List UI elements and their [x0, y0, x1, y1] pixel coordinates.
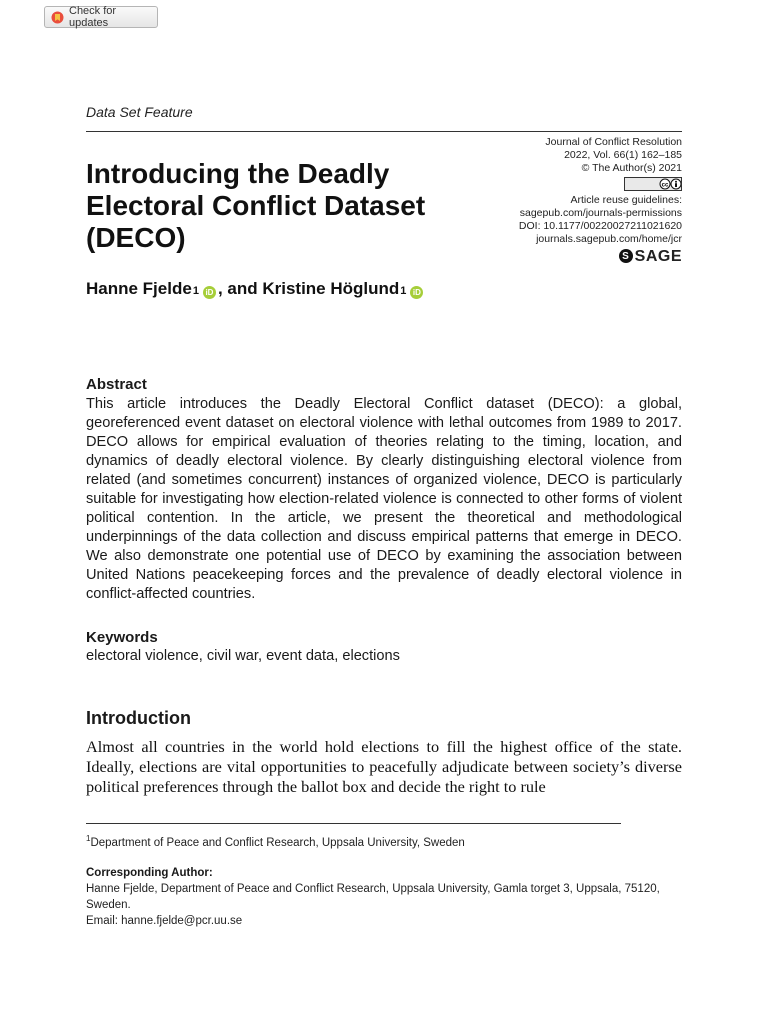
abstract-text: This article introduces the Deadly Electoral Conflict dataset (DECO): a global, georeferenced event dataset on electoral violence with lethal outcomes from 1989 to 2017. DECO allows for empirical evaluation of theories relating to the timing, location, and dynamics of deadly electoral violence. By clearly distinguishing electoral violence from related (and sometimes concurrent) instances of organized violence, DECO is particularly suitable for investigating how election-related violence is connected to other forms of violent political contention. In the article, we present the theoretical and methodological underpinnings of the data collection and discuss empirical patterns that emerge in DECO. We also demonstrate one potential use of DECO by examining the association between United Nations peacekeeping forces and the prevalence of deadly electoral violence in conflict-affected countries.: [86, 396, 682, 602]
authors: [86, 279, 425, 299]
section-label: Data Set Feature: [86, 104, 193, 120]
author-separator: , and: [217, 279, 263, 298]
abstract-heading: Abstract: [86, 376, 147, 393]
copyright: © The Author(s) 2021: [581, 162, 682, 174]
cc-icon: [659, 178, 681, 190]
sage-logo: S SAGE: [619, 249, 682, 263]
corresponding-address: Hanne Fjelde, Department of Peace and Conflict Research, Uppsala University, Gamla torget 3, Uppsala, 75120, Sweden.: [86, 883, 660, 911]
article-title: Introducing the Deadly Electoral Conflict Dataset (DECO): [86, 158, 426, 253]
author-2[interactable]: Kristine Höglund: [262, 279, 400, 298]
footnote-text: Department of Peace and Conflict Research, Uppsala University, Sweden: [90, 836, 465, 849]
journal-name: Journal of Conflict Resolution: [545, 136, 682, 148]
cc-by-icon[interactable]: [624, 177, 682, 191]
orcid-icon[interactable]: iD: [410, 286, 423, 299]
affiliation-footnote: [86, 834, 465, 849]
journal-volume: 2022, Vol. 66(1) 162–185: [564, 149, 682, 161]
keywords-heading: Keywords: [86, 629, 158, 646]
keywords-text: electoral violence, civil war, event data, elections: [86, 648, 400, 664]
journal-homepage[interactable]: journals.sagepub.com/home/jcr: [536, 233, 682, 245]
sage-logo-icon: S: [619, 249, 633, 263]
svg-text:cc: cc: [661, 182, 669, 189]
reuse-link[interactable]: sagepub.com/journals-permissions: [519, 207, 682, 219]
author-1-affiliation: 1: [192, 285, 199, 297]
doi[interactable]: DOI: 10.1177/00220027211021620: [518, 220, 682, 232]
header-rule: [86, 131, 682, 132]
footnote-marker: 1: [86, 834, 91, 843]
journal-info: [519, 136, 682, 263]
footnote-rule: [86, 823, 621, 824]
orcid-icon[interactable]: iD: [203, 286, 216, 299]
check-for-updates-button[interactable]: [44, 6, 158, 28]
introduction-heading: Introduction: [86, 708, 191, 728]
check-updates-label: Check for updates: [69, 5, 117, 29]
check-updates-icon: [51, 11, 64, 24]
author-2-affiliation: 1: [400, 285, 407, 297]
introduction-text: Almost all countries in the world hold elections to fill the highest office of the state. Ideally, elections are vital opportunities to peacefully adjudicate between society’s diverse political preferences through the ballot box and decide the right to rule: [86, 737, 682, 796]
corresponding-author-heading: Corresponding Author:: [86, 867, 213, 879]
reuse-label: Article reuse guidelines:: [570, 194, 682, 206]
corresponding-email[interactable]: Email: hanne.fjelde@pcr.uu.se: [86, 915, 243, 927]
corresponding-author: [86, 881, 686, 929]
author-1[interactable]: Hanne Fjelde: [86, 279, 192, 298]
